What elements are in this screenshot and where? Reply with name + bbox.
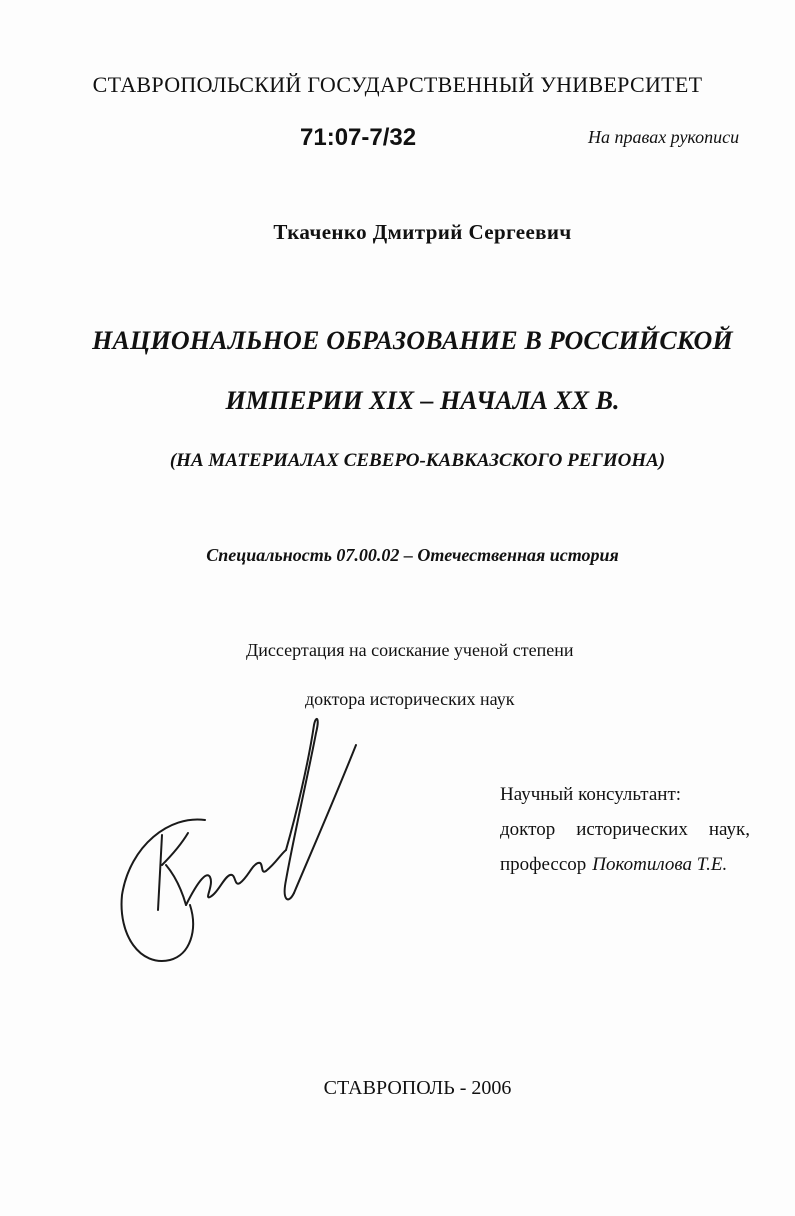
dissertation-title-line-2: ИМПЕРИИ XIX – НАЧАЛА XX В.: [225, 386, 620, 415]
degree-statement-line-1: Диссертация на соискание ученой степени: [246, 640, 574, 660]
consultant-degree-word-1: доктор: [500, 819, 556, 840]
handwritten-signature: [110, 705, 370, 975]
dissertation-title-line-1: НАЦИОНАЛЬНОЕ ОБРАЗОВАНИЕ В РОССИЙСКОЙ: [92, 326, 733, 355]
consultant-degree-word-3: наук,: [708, 819, 750, 840]
consultant-name: Покотилова Т.Е.: [592, 854, 728, 875]
degree-statement-line-2: доктора исторических наук: [305, 689, 515, 709]
consultant-title: профессор: [500, 854, 587, 875]
consultant-degree: [500, 819, 750, 841]
city-and-year: СТАВРОПОЛЬ - 2006: [323, 1077, 512, 1099]
manuscript-rights-note: На правах рукописи: [588, 127, 740, 147]
document-code: 71:07-7/32: [300, 124, 417, 151]
consultant-degree-word-2: исторических: [576, 819, 688, 840]
dissertation-subtitle: (НА МАТЕРИАЛАХ СЕВЕРО-КАВКАЗСКОГО РЕГИОНА): [169, 450, 666, 471]
consultant-professor-line: [500, 854, 727, 876]
author-name: Ткаченко Дмитрий Сергеевич: [273, 220, 572, 244]
consultant-label: Научный консультант:: [500, 784, 682, 805]
university-name: СТАВРОПОЛЬСКИЙ ГОСУДАРСТВЕННЫЙ УНИВЕРСИТЕТ: [92, 72, 703, 97]
specialty-line: Специальность 07.00.02 – Отечественная история: [206, 545, 619, 565]
